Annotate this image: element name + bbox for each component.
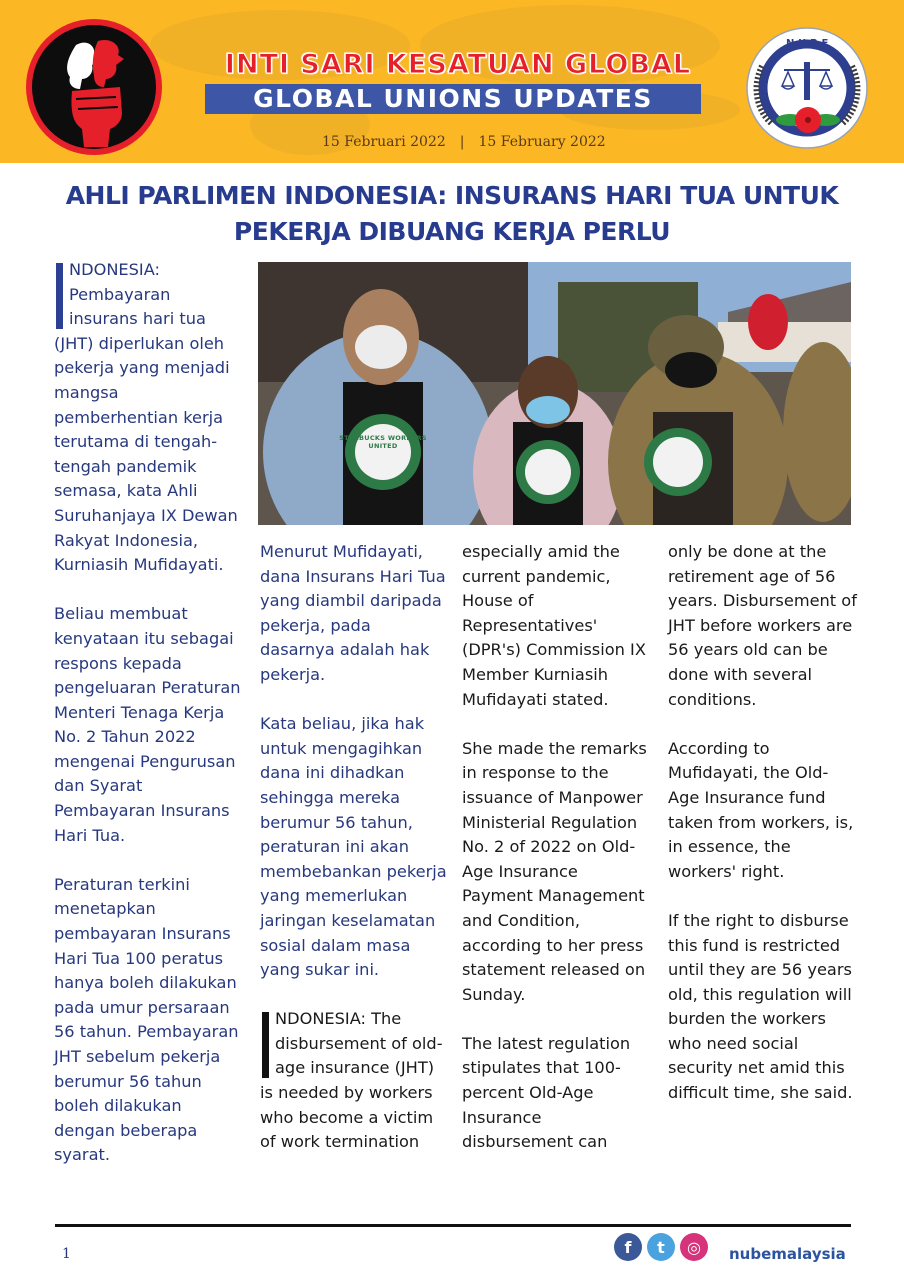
malay-column-1 xyxy=(54,258,244,1193)
fist-women-logo xyxy=(24,17,164,157)
facebook-icon[interactable]: f xyxy=(614,1233,642,1261)
page-number: 1 xyxy=(62,1246,71,1262)
malay-paragraph-1-text: NDONESIA: Pembayaran insurans hari tua (JHT) diperlukan oleh pekerja yang menjadi mangsa pemberhentian kerja terutama di tengah-tengah pandemik semasa, kata Ahli Suruhanjaya IX Dewan Rakyat Indonesia, Kurniasih Mufidayati. xyxy=(54,260,238,575)
headline-line-2: PEKERJA DIBUANG KERJA PERLU xyxy=(233,217,671,246)
dropcap-english xyxy=(262,1012,269,1078)
malay-paragraph-4: Menurut Mufidayati, dana Insurans Hari Tua yang diambil daripada pekerja, pada dasarnya adalah hak pekerja. xyxy=(260,542,446,684)
malay-paragraph-2: Beliau membuat kenyataan itu sebagai respons kepada pengeluaran Peraturan Menteri Tenaga Kerja No. 2 Tahun 2022 mengenai Pengurusan dan Syarat Pembayaran Insurans Hari Tua. xyxy=(54,604,241,845)
english-paragraph-1a xyxy=(260,1007,450,1155)
nube-emblem-logo xyxy=(742,26,872,150)
dropcap-malay xyxy=(56,263,63,329)
english-paragraph-2: She made the remarks in response to the issuance of Manpower Ministerial Regulation No. 2 of 2022 on Old-Age Insurance Payment Management and Condition, according to her press statement released on Sunday. xyxy=(462,738,647,1004)
title-malay: INTI SARI KESATUAN GLOBAL xyxy=(224,49,692,80)
instagram-icon[interactable]: ◎ xyxy=(680,1233,708,1261)
shirt-logo-text: STARBUCKS WORKERS UNITED xyxy=(339,434,427,450)
svg-text:N.U.B.E: N.U.B.E xyxy=(786,38,829,49)
masthead xyxy=(0,0,904,163)
english-paragraph-3a: The latest regulation stipulates that 100-percent Old-Age Insurance disbursement can xyxy=(462,1033,631,1152)
headline-line-1: AHLI PARLIMEN INDONESIA: INSURANS HARI TUA UNTUK xyxy=(65,181,839,210)
malay-paragraph-5: Kata beliau, jika hak untuk mengagihkan dana ini dihadkan sehingga mereka berumur 56 tahun, peraturan ini akan membebankan pekerja yang memerlukan jaringan keselamatan sosial dalam masa yang sukar ini. xyxy=(260,714,447,980)
english-column-4 xyxy=(668,540,858,1130)
title-english: GLOBAL UNIONS UPDATES xyxy=(205,84,701,114)
english-paragraph-1b: especially amid the current pandemic, House of Representatives' (DPR's) Commission IX Member Kurniasih Mufidayati stated. xyxy=(462,542,646,709)
social-links xyxy=(614,1233,708,1261)
date-separator: | xyxy=(459,134,465,150)
social-handle[interactable]: nubemalaysia xyxy=(729,1245,846,1263)
english-column-3 xyxy=(462,540,652,1179)
protest-photo xyxy=(258,262,851,525)
english-paragraph-4: According to Mufidayati, the Old-Age Insurance fund taken from workers, is, in essence, the workers' right. xyxy=(668,738,854,881)
english-paragraph-3b: only be done at the retirement age of 56 years. Disbursement of JHT before workers are 56 years old can be done with several conditions. xyxy=(668,542,857,709)
date-malay: 15 Februari 2022 xyxy=(322,134,446,150)
malay-column-2 xyxy=(260,540,450,1179)
malay-paragraph-3: Peraturan terkini menetapkan pembayaran Insurans Hari Tua 100 peratus hanya boleh dilakukan pada umur persaraan 56 tahun. Pembayaran JHT sebelum pekerja berumur 56 tahun boleh dilakukan dengan beberapa syarat. xyxy=(54,874,239,1165)
date-english: 15 February 2022 xyxy=(478,134,606,150)
twitter-icon[interactable]: t xyxy=(647,1233,675,1261)
protest-photo-frame xyxy=(258,262,851,525)
issue-dates xyxy=(322,134,606,150)
footer-divider xyxy=(55,1224,851,1227)
english-paragraph-5: If the right to disburse this fund is restricted until they are 56 years old, this regulation will burden the workers who need social security net amid this difficult time, she said. xyxy=(668,910,853,1103)
article-headline xyxy=(40,178,864,250)
malay-paragraph-1 xyxy=(54,258,244,578)
english-paragraph-1a-text: NDONESIA: The disbursement of old-age insurance (JHT) is needed by workers who become a victim of work termination xyxy=(260,1009,443,1152)
